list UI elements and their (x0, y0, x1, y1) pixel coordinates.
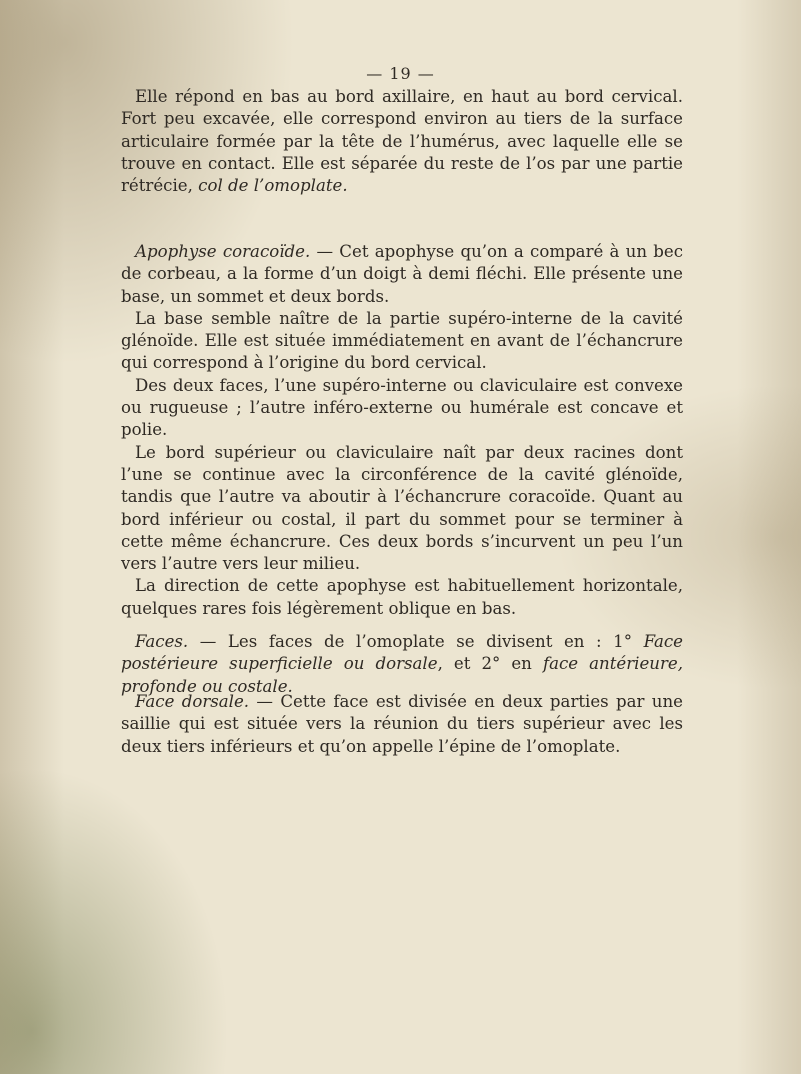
intro-paragraph (121, 86, 683, 197)
intro-section (121, 86, 683, 197)
faces-section (121, 631, 683, 698)
dorsale-paragraph (121, 691, 683, 758)
apophyse-paragraph-2: La base semble naître de la partie supéro-interne de la cavité glénoïde. Elle est située immédiatement en avant de l’échancrure qui correspond à l’origine du bord cervical. (121, 308, 683, 373)
faces-term-2: face antérieure, profonde ou costale. (121, 654, 683, 696)
apophyse-paragraph-4: Le bord supérieur ou claviculaire naît par deux racines dont l’une se continue avec la circonférence de la cavité glénoïde, tandis que l’autre va aboutir à l’échancrure coracoïde. Quant au bord inférieur ou costal, il part du sommet pour se terminer à cette même échancrure. Ces deux bords s’incurvent un peu l’un vers l’autre vers leur milieu. (121, 442, 683, 574)
dorsale-text: — Cette face est divisée en deux parties par une saillie qui est située vers la réunion du tiers supérieur avec les deux tiers inférieurs et qu’on appelle l’épine de l’omoplate. (121, 692, 683, 756)
intro-term: col de l’omoplate. (198, 176, 348, 196)
faces-term-1: Face postérieure superficielle ou dorsale (121, 632, 683, 674)
faces-heading: Faces. (135, 632, 189, 651)
apophyse-text-1: — Cet apophyse qu’on a comparé à un bec de corbeau, a la forme d’un doigt à demi fléchi. Elle présente une base, un sommet et deux bords. (121, 242, 683, 306)
apophyse-paragraph-1 (121, 241, 683, 308)
intro-text: Elle répond en bas au bord axillaire, en haut au bord cervical. Fort peu excavée, elle correspond environ au tiers de la surface articulaire formée par la tête de l’humérus, avec laquelle elle se trouve en contact. Elle est séparée du reste de l’os par une partie rétrécie, (121, 87, 683, 196)
faces-text-1: — Les faces de l’omoplate se divisent en : 1° (188, 632, 644, 651)
apophyse-heading: Apophyse coracoïde. (135, 242, 311, 261)
dorsale-heading: Face dorsale. (135, 692, 250, 711)
apophyse-paragraph-5: La direction de cette apophyse est habituellement horizontale, quelques rares fois légèrement oblique en bas. (121, 576, 683, 618)
page-number: — 19 — (366, 64, 435, 83)
dorsale-section (121, 691, 683, 758)
faces-text-2: , et 2° en (437, 654, 543, 674)
faces-paragraph (121, 631, 683, 698)
apophyse-paragraph-3: Des deux faces, l’une supéro-interne ou claviculaire est convexe ou rugueuse ; l’autre inféro-externe ou humérale est concave et polie. (121, 375, 683, 440)
apophyse-section (121, 241, 683, 620)
